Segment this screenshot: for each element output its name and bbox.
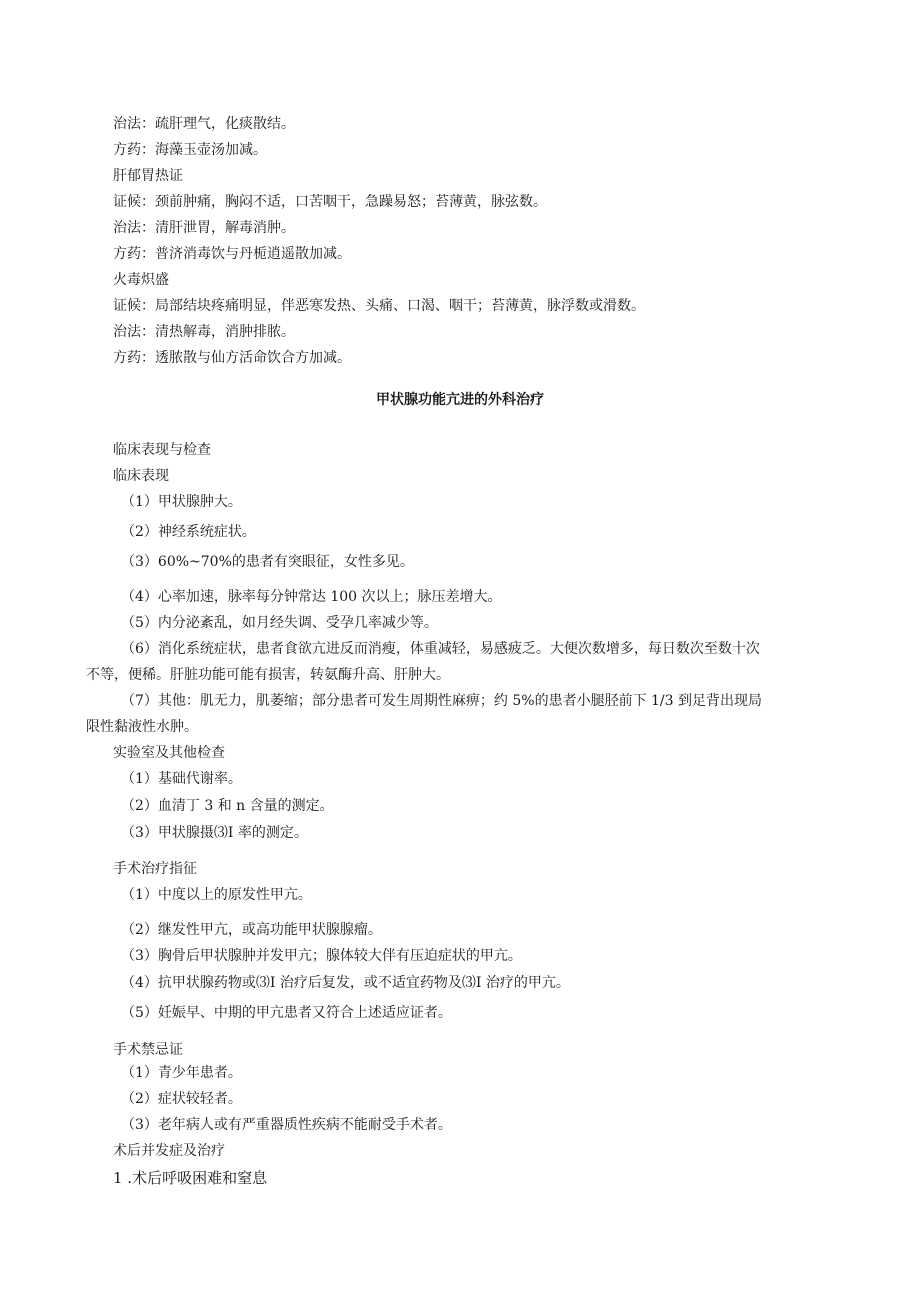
prescription-line: 方药：海藻玉壶汤加减。 (113, 142, 267, 158)
subsection-heading: 术后并发症及治疗 (113, 1143, 225, 1159)
list-item: （1）基础代谢率。 (121, 771, 242, 787)
section-title: 甲状腺功能亢进的外科治疗 (376, 392, 544, 408)
numbered-heading: 1 .术后呼吸困难和窒息 (113, 1169, 268, 1187)
subsection-heading: 手术治疗指征 (113, 861, 197, 877)
list-item: （2）神经系统症状。 (121, 524, 256, 540)
list-item: （5）妊娠早、中期的甲亢患者又符合上述适应证者。 (121, 1005, 452, 1021)
list-item: （4）心率加速，脉率每分钟常达 100 次以上；脉压差增大。 (121, 589, 502, 605)
list-item: （5）内分泌紊乱，如月经失调、受孕几率减少等。 (121, 615, 438, 631)
symptoms-line: 证候：局部结块疼痛明显，伴恶寒发热、头痛、口渴、咽干；苔薄黄，脉浮数或滑数。 (113, 298, 645, 314)
list-item: （2）症状较轻者。 (121, 1091, 242, 1107)
list-item: （1）青少年患者。 (121, 1065, 242, 1081)
treatment-line: 治法：清肝泄胃，解毒消肿。 (113, 220, 295, 236)
treatment-line: 治法：清热解毒，消肿排脓。 (113, 324, 295, 340)
prescription-line: 方药：普济消毒饮与丹栀逍遥散加减。 (113, 246, 351, 262)
subsection-heading: 临床表现 (113, 468, 169, 484)
syndrome-heading: 肝郁胃热证 (113, 168, 183, 184)
list-item: （1）甲状腺肿大。 (121, 494, 242, 510)
subsection-heading: 手术禁忌证 (113, 1042, 183, 1058)
treatment-line: 治法：疏肝理气，化痰散结。 (113, 116, 295, 132)
list-item: （4）抗甲状腺药物或⑶I 治疗后复发，或不适宜药物及⑶I 治疗的甲亢。 (121, 975, 570, 991)
list-item: （3）老年病人或有严重器质性疾病不能耐受手术者。 (121, 1117, 452, 1133)
subsection-heading: 临床表现与检查 (113, 442, 211, 458)
prescription-line: 方药：透脓散与仙方活命饮合方加减。 (113, 350, 351, 366)
list-item: （3）甲状腺摄⑶I 率的测定。 (121, 825, 308, 841)
list-item: （1）中度以上的原发性甲亢。 (121, 887, 312, 903)
subsection-heading: 实验室及其他检查 (113, 745, 225, 761)
list-item: （3）60%~70%的患者有突眼征，女性多见。 (121, 554, 414, 570)
symptoms-line: 证候：颈前肿痛，胸闷不适，口苦咽干，急躁易怒；苔薄黄，脉弦数。 (113, 194, 547, 210)
list-item-continuation: 限性黏液性水肿。 (86, 719, 198, 735)
list-item: （6）消化系统症状，患者食欲亢进反而消瘦，体重减轻，易感疲乏。大便次数增多，每日数次至数十次 (121, 641, 760, 657)
list-item-continuation: 不等，便稀。肝脏功能可能有损害，转氨酶升高、肝肿大。 (86, 667, 450, 683)
list-item: （2）继发性甲亢，或高功能甲状腺腺瘤。 (121, 922, 382, 938)
list-item: （2）血清丁 3 和 n 含量的测定。 (121, 798, 334, 814)
list-item: （7）其他：肌无力，肌萎缩；部分患者可发生周期性麻痹；约 5%的患者小腿胫前下 1/3 到足背出现局 (121, 693, 762, 709)
syndrome-heading: 火毒炽盛 (113, 272, 169, 288)
list-item: （3）胸骨后甲状腺肿并发甲亢；腺体较大伴有压迫症状的甲亢。 (121, 948, 522, 964)
